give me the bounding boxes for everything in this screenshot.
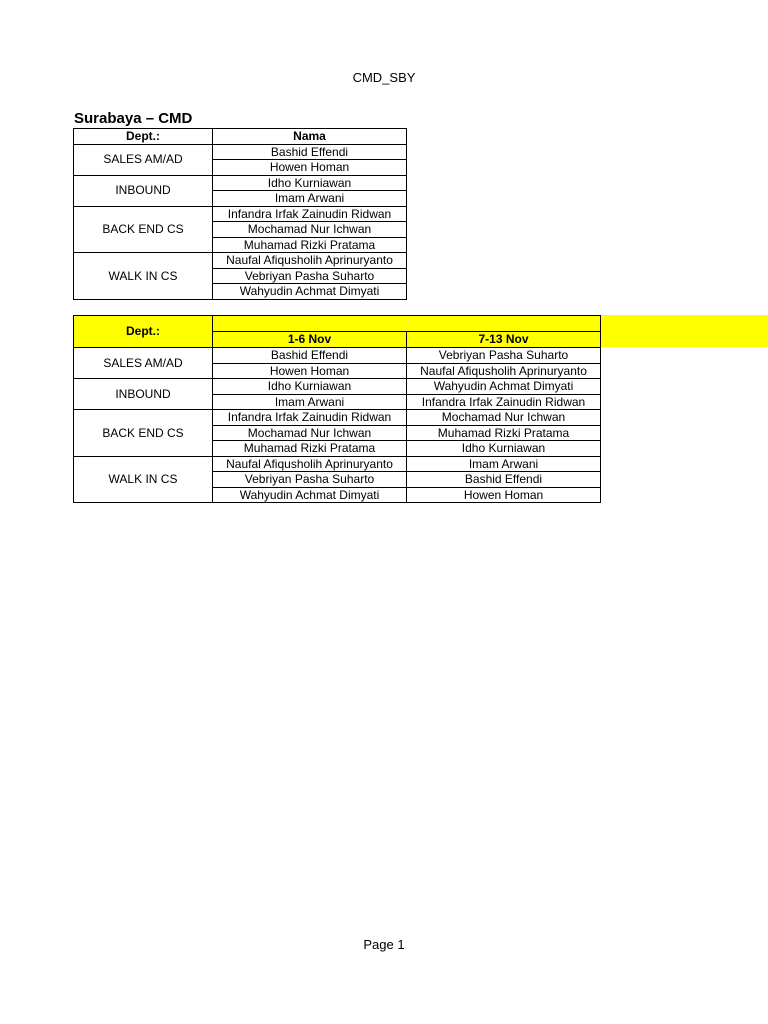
- column-header-nama: Nama: [213, 129, 407, 145]
- column-header-dept: Dept.:: [74, 129, 213, 145]
- name-cell: Muhamad Rizki Pratama: [213, 237, 407, 253]
- table-row: [74, 379, 601, 395]
- rotation-table: [73, 315, 601, 503]
- dept-cell: WALK IN CS: [74, 456, 213, 503]
- week2-name-cell: Muhamad Rizki Pratama: [407, 425, 601, 441]
- name-cell: Bashid Effendi: [213, 144, 407, 160]
- week1-name-cell: Idho Kurniawan: [213, 379, 407, 395]
- week1-name-cell: Wahyudin Achmat Dimyati: [213, 487, 407, 503]
- dept-cell: INBOUND: [74, 379, 213, 410]
- column-header-dept: Dept.:: [74, 316, 213, 348]
- staff-table: [73, 128, 407, 300]
- name-cell: Mochamad Nur Ichwan: [213, 222, 407, 238]
- dept-cell: BACK END CS: [74, 206, 213, 253]
- week1-name-cell: Muhamad Rizki Pratama: [213, 441, 407, 457]
- dept-cell: INBOUND: [74, 175, 213, 206]
- dept-cell: SALES AM/AD: [74, 144, 213, 175]
- column-header-week1: 1-6 Nov: [213, 332, 407, 348]
- sheet-name: CMD_SBY: [352, 70, 416, 85]
- name-cell: Wahyudin Achmat Dimyati: [213, 284, 407, 300]
- week2-name-cell: Naufal Afiqusholih Aprinuryanto: [407, 363, 601, 379]
- week1-name-cell: Infandra Irfak Zainudin Ridwan: [213, 410, 407, 426]
- week1-name-cell: Naufal Afiqusholih Aprinuryanto: [213, 456, 407, 472]
- table-row: [74, 348, 601, 364]
- table-row: [74, 456, 601, 472]
- name-cell: Imam Arwani: [213, 191, 407, 207]
- week2-name-cell: Idho Kurniawan: [407, 441, 601, 457]
- week2-name-cell: Imam Arwani: [407, 456, 601, 472]
- week1-name-cell: Imam Arwani: [213, 394, 407, 410]
- table-row: [74, 253, 407, 269]
- week2-name-cell: Bashid Effendi: [407, 472, 601, 488]
- name-cell: Infandra Irfak Zainudin Ridwan: [213, 206, 407, 222]
- week1-name-cell: Howen Homan: [213, 363, 407, 379]
- highlight-band: [600, 315, 768, 347]
- column-header-week2: 7-13 Nov: [407, 332, 601, 348]
- dept-cell: BACK END CS: [74, 410, 213, 457]
- week1-name-cell: Mochamad Nur Ichwan: [213, 425, 407, 441]
- week2-name-cell: Vebriyan Pasha Suharto: [407, 348, 601, 364]
- staff-table-header: [74, 129, 407, 145]
- dept-cell: SALES AM/AD: [74, 348, 213, 379]
- page-number: Page 1: [363, 937, 405, 952]
- week2-name-cell: Infandra Irfak Zainudin Ridwan: [407, 394, 601, 410]
- table-row: [74, 410, 601, 426]
- week2-name-cell: Mochamad Nur Ichwan: [407, 410, 601, 426]
- section-title: Surabaya – CMD: [74, 110, 193, 127]
- table-row: [74, 144, 407, 160]
- week2-name-cell: Howen Homan: [407, 487, 601, 503]
- dept-cell: WALK IN CS: [74, 253, 213, 300]
- week1-name-cell: Bashid Effendi: [213, 348, 407, 364]
- name-cell: Idho Kurniawan: [213, 175, 407, 191]
- name-cell: Howen Homan: [213, 160, 407, 176]
- rotation-table-header-top: [74, 316, 601, 332]
- table-row: [74, 175, 407, 191]
- column-header-period: [213, 316, 601, 332]
- name-cell: Naufal Afiqusholih Aprinuryanto: [213, 253, 407, 269]
- table-row: [74, 206, 407, 222]
- name-cell: Vebriyan Pasha Suharto: [213, 268, 407, 284]
- week2-name-cell: Wahyudin Achmat Dimyati: [407, 379, 601, 395]
- week1-name-cell: Vebriyan Pasha Suharto: [213, 472, 407, 488]
